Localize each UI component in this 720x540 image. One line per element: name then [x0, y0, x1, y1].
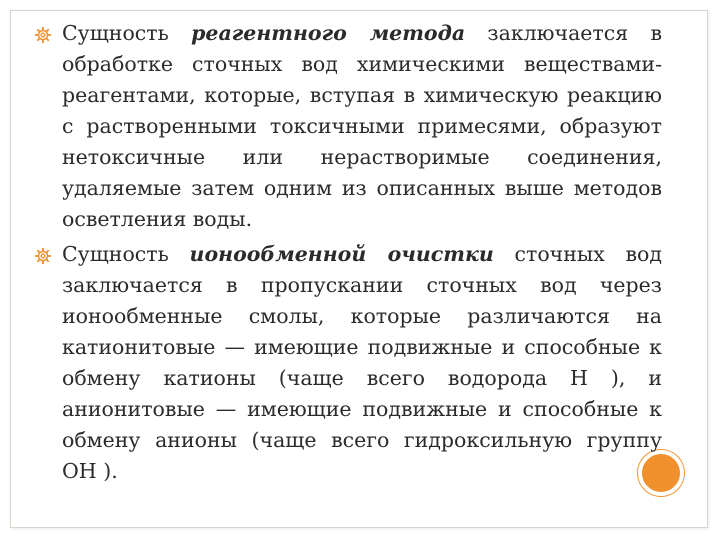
bullet-lead: Сущность — [62, 242, 190, 266]
cog-bullet-icon — [34, 26, 52, 44]
bullet-body: сточных вод заключается в пропускании сточных вод через ионообменные смолы, которые различаются на катионитовые — имеющие подвижные и способные к обмену катионы (чаще всего водорода Н ), и анионитовые — имеющие подвижные и способные к обмену анионы (чаще всего гидроксильную группу ОН ). — [62, 242, 663, 483]
bullet-ion-exchange — [34, 239, 662, 487]
bullet-body: заключается в обработке сточных вод химическими веществами-реагентами, которые, вступая в химическую реакцию с растворенными токсичными примесями, образуют нетоксичные или нерастворимые соединения, удаляемые затем одним из описанных выше методов осветления воды. — [62, 21, 663, 231]
bullet-term: реагентного метода — [191, 21, 466, 45]
bullet-term: ионообменной очистки — [189, 242, 494, 266]
slide-content — [34, 18, 662, 491]
cog-bullet-icon — [34, 247, 52, 265]
bullet-reagent-method — [34, 18, 662, 235]
bullet-lead: Сущность — [62, 21, 192, 45]
